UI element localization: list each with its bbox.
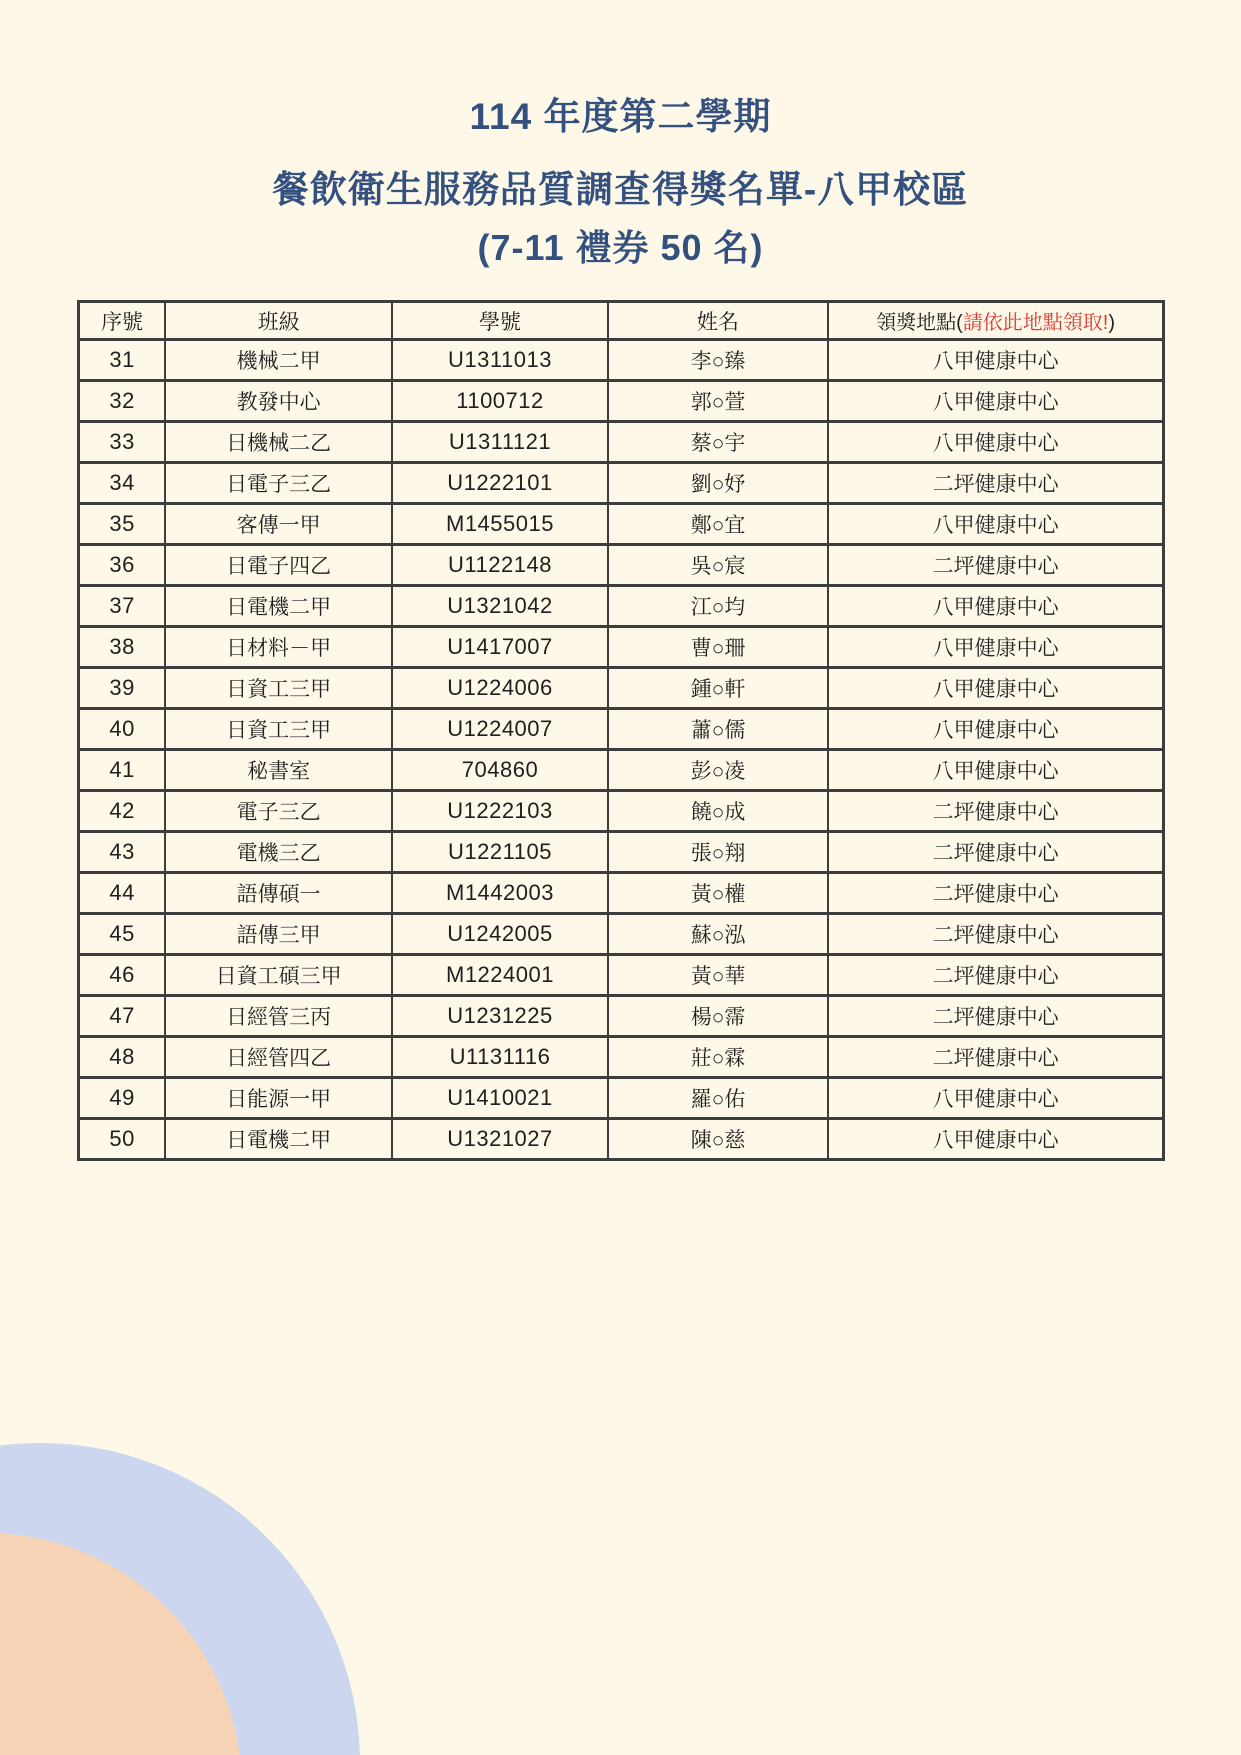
cell-location: 八甲健康中心 [828, 340, 1163, 381]
cell-student-id: U1321027 [392, 1119, 608, 1160]
cell-student-id: U1222103 [392, 791, 608, 832]
cell-student-id: M1455015 [392, 504, 608, 545]
cell-seq: 49 [79, 1078, 166, 1119]
cell-location: 八甲健康中心 [828, 422, 1163, 463]
col-header-seq: 序號 [79, 302, 166, 340]
cell-name: 黃○華 [608, 955, 828, 996]
cell-seq: 50 [79, 1119, 166, 1160]
cell-student-id: U1131116 [392, 1037, 608, 1078]
cell-class: 日電子四乙 [165, 545, 392, 586]
table-row [79, 463, 1164, 504]
cell-class: 日電機二甲 [165, 1119, 392, 1160]
cell-class: 日電機二甲 [165, 586, 392, 627]
table-row [79, 381, 1164, 422]
cell-name: 蘇○泓 [608, 914, 828, 955]
cell-class: 語傳三甲 [165, 914, 392, 955]
cell-name: 黃○權 [608, 873, 828, 914]
cell-student-id: U1417007 [392, 627, 608, 668]
cell-location: 八甲健康中心 [828, 586, 1163, 627]
table-row [79, 750, 1164, 791]
cell-location: 八甲健康中心 [828, 1078, 1163, 1119]
table-header-row [79, 302, 1164, 340]
cell-class: 日資工碩三甲 [165, 955, 392, 996]
cell-student-id: 704860 [392, 750, 608, 791]
cell-location: 二坪健康中心 [828, 832, 1163, 873]
cell-student-id: U1410021 [392, 1078, 608, 1119]
cell-class: 日資工三甲 [165, 668, 392, 709]
cell-seq: 32 [79, 381, 166, 422]
cell-name: 吳○宸 [608, 545, 828, 586]
table-row [79, 340, 1164, 381]
table-row [79, 996, 1164, 1037]
page-title-line1: 114 年度第二學期 [469, 96, 772, 137]
cell-seq: 31 [79, 340, 166, 381]
location-header-prefix: 領獎地點( [876, 312, 963, 334]
location-header-suffix: ) [1108, 312, 1116, 334]
cell-name: 陳○慈 [608, 1119, 828, 1160]
cell-seq: 48 [79, 1037, 166, 1078]
cell-seq: 42 [79, 791, 166, 832]
cell-student-id: U1311013 [392, 340, 608, 381]
cell-location: 八甲健康中心 [828, 750, 1163, 791]
cell-name: 曹○珊 [608, 627, 828, 668]
table-row [79, 955, 1164, 996]
cell-name: 張○翔 [608, 832, 828, 873]
cell-seq: 44 [79, 873, 166, 914]
cell-class: 日經管四乙 [165, 1037, 392, 1078]
cell-class: 教發中心 [165, 381, 392, 422]
page-title-line2: 餐飲衛生服務品質調查得獎名單-八甲校區 [271, 169, 970, 210]
cell-location: 八甲健康中心 [828, 1119, 1163, 1160]
cell-student-id: M1224001 [392, 955, 608, 996]
table-row [79, 832, 1164, 873]
cell-location: 二坪健康中心 [828, 873, 1163, 914]
cell-name: 莊○霖 [608, 1037, 828, 1078]
cell-name: 鍾○軒 [608, 668, 828, 709]
table-body [79, 340, 1164, 1160]
cell-name: 彭○凌 [608, 750, 828, 791]
cell-student-id: U1231225 [392, 996, 608, 1037]
table-row [79, 504, 1164, 545]
cell-class: 語傳碩一 [165, 873, 392, 914]
cell-class: 日機械二乙 [165, 422, 392, 463]
cell-seq: 41 [79, 750, 166, 791]
cell-name: 李○臻 [608, 340, 828, 381]
cell-name: 江○均 [608, 586, 828, 627]
cell-seq: 37 [79, 586, 166, 627]
cell-student-id: U1122148 [392, 545, 608, 586]
cell-class: 客傳一甲 [165, 504, 392, 545]
table-row [79, 873, 1164, 914]
cell-location: 二坪健康中心 [828, 545, 1163, 586]
cell-location: 二坪健康中心 [828, 463, 1163, 504]
cell-seq: 47 [79, 996, 166, 1037]
cell-seq: 38 [79, 627, 166, 668]
col-header-student-id: 學號 [392, 302, 608, 340]
cell-seq: 39 [79, 668, 166, 709]
cell-student-id: U1311121 [392, 422, 608, 463]
table-row [79, 1119, 1164, 1160]
cell-location: 八甲健康中心 [828, 627, 1163, 668]
col-header-name: 姓名 [608, 302, 828, 340]
cell-location: 八甲健康中心 [828, 504, 1163, 545]
cell-student-id: M1442003 [392, 873, 608, 914]
cell-location: 八甲健康中心 [828, 668, 1163, 709]
cell-location: 二坪健康中心 [828, 914, 1163, 955]
cell-class: 機械二甲 [165, 340, 392, 381]
award-winners-table [77, 300, 1165, 1161]
title-block [0, 95, 1241, 270]
table-row [79, 545, 1164, 586]
cell-name: 饒○成 [608, 791, 828, 832]
cell-location: 二坪健康中心 [828, 1037, 1163, 1078]
cell-seq: 34 [79, 463, 166, 504]
cell-location: 八甲健康中心 [828, 709, 1163, 750]
cell-name: 楊○霈 [608, 996, 828, 1037]
location-header-red-note: 請依此地點領取! [962, 312, 1109, 334]
cell-seq: 43 [79, 832, 166, 873]
cell-name: 蔡○宇 [608, 422, 828, 463]
cell-class: 日能源一甲 [165, 1078, 392, 1119]
table-row [79, 914, 1164, 955]
cell-class: 日資工三甲 [165, 709, 392, 750]
cell-location: 二坪健康中心 [828, 955, 1163, 996]
table-row [79, 791, 1164, 832]
table-row [79, 709, 1164, 750]
cell-class: 日材料－甲 [165, 627, 392, 668]
cell-location: 八甲健康中心 [828, 381, 1163, 422]
cell-class: 日電子三乙 [165, 463, 392, 504]
table-row [79, 1037, 1164, 1078]
cell-seq: 46 [79, 955, 166, 996]
table-row [79, 1078, 1164, 1119]
cell-student-id: 1100712 [392, 381, 608, 422]
cell-location: 二坪健康中心 [828, 996, 1163, 1037]
cell-name: 鄭○宜 [608, 504, 828, 545]
page-title-line3: (7-11 禮券 50 名) [477, 227, 764, 268]
cell-location: 二坪健康中心 [828, 791, 1163, 832]
table-row [79, 422, 1164, 463]
cell-student-id: U1224006 [392, 668, 608, 709]
cell-seq: 35 [79, 504, 166, 545]
table-row [79, 586, 1164, 627]
cell-class: 電機三乙 [165, 832, 392, 873]
table-row [79, 668, 1164, 709]
cell-student-id: U1224007 [392, 709, 608, 750]
cell-student-id: U1242005 [392, 914, 608, 955]
cell-seq: 36 [79, 545, 166, 586]
cell-seq: 45 [79, 914, 166, 955]
cell-name: 羅○佑 [608, 1078, 828, 1119]
col-header-class: 班級 [165, 302, 392, 340]
cell-name: 蕭○儒 [608, 709, 828, 750]
col-header-location [828, 302, 1163, 340]
table-row [79, 627, 1164, 668]
cell-name: 郭○萱 [608, 381, 828, 422]
cell-class: 日經管三丙 [165, 996, 392, 1037]
cell-seq: 40 [79, 709, 166, 750]
cell-class: 電子三乙 [165, 791, 392, 832]
table-header [79, 302, 1164, 340]
cell-student-id: U1221105 [392, 832, 608, 873]
cell-seq: 33 [79, 422, 166, 463]
cell-student-id: U1222101 [392, 463, 608, 504]
cell-class: 秘書室 [165, 750, 392, 791]
cell-name: 劉○妤 [608, 463, 828, 504]
cell-student-id: U1321042 [392, 586, 608, 627]
